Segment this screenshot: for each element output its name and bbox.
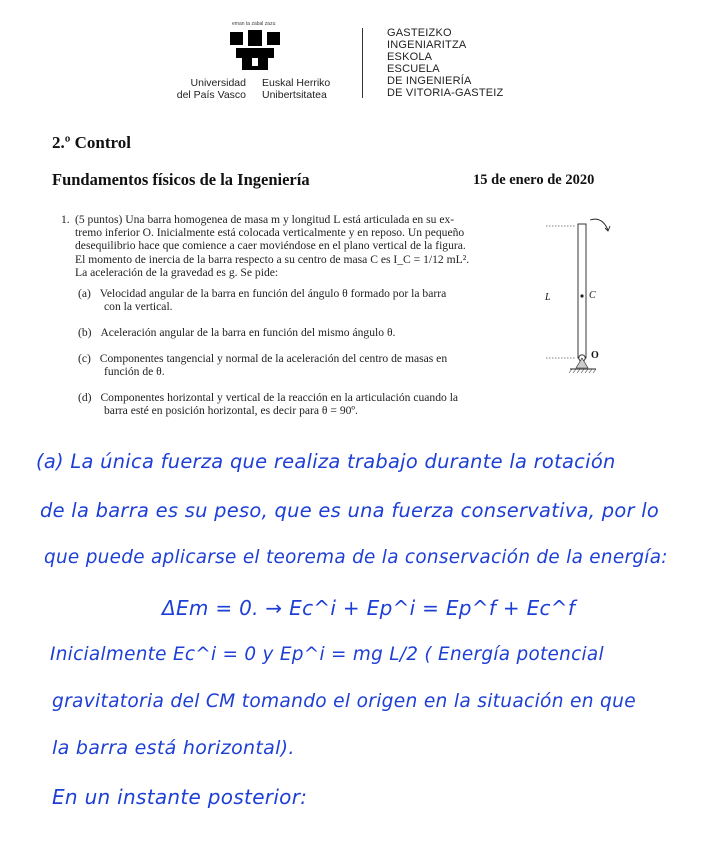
- university-name-eu: [262, 77, 330, 101]
- center-label: C: [589, 290, 596, 301]
- handwritten-line-8: En un instante posterior:: [52, 785, 308, 809]
- problem-statement: [75, 213, 530, 279]
- header-divider: [362, 28, 363, 98]
- item-text: función de θ.: [104, 365, 165, 379]
- length-label: L: [545, 292, 551, 303]
- university-es-line-2: del País Vasco: [176, 89, 246, 101]
- school-name-es: [387, 63, 503, 99]
- item-text: Componentes tangencial y normal de la aceleración del centro de masas en: [99, 352, 448, 365]
- item-b: [78, 326, 528, 339]
- university-eu-line-1: Euskal Herriko: [262, 77, 331, 89]
- exam-date: 15 de enero de 2020: [473, 172, 595, 188]
- statement-line: desequilibrio hace que comience a caer moviéndose en el plano vertical de la figura.: [75, 239, 466, 253]
- university-name-es: [172, 77, 246, 101]
- school-es-line-3: DE VITORIA-GASTEIZ: [387, 87, 504, 99]
- pivot-label: O: [591, 350, 599, 361]
- handwritten-line-1: (a) La única fuerza que realiza trabajo durante la rotación: [36, 450, 616, 473]
- school-es-line-1: ESCUELA: [387, 63, 440, 75]
- item-d: [78, 391, 528, 417]
- university-es-line-1: Universidad: [190, 77, 246, 89]
- school-eu-line-1: GASTEIZKO: [387, 27, 452, 39]
- subject-title: Fundamentos físicos de la Ingeniería: [52, 170, 310, 189]
- school-eu-line-3: ESKOLA: [387, 51, 433, 63]
- pivot-support: [576, 358, 588, 368]
- university-eu-line-2: Unibertsitatea: [262, 89, 327, 101]
- statement-line: tremo inferior O. Inicialmente está colocada verticalmente y en reposo. Un pequeño: [75, 226, 465, 240]
- school-eu-line-2: INGENIARITZA: [387, 39, 467, 51]
- handwritten-line-7: la barra está horizontal).: [52, 737, 295, 759]
- center-of-mass-dot: [580, 294, 583, 297]
- handwritten-line-5: Inicialmente Ec^i = 0 y Ep^i = mg L/2 ( Energía potencial: [50, 644, 604, 665]
- item-text: Aceleración angular de la barra en función del mismo ángulo θ.: [100, 326, 396, 339]
- statement-line: (5 puntos) Una barra homogenea de masa m y longitud L está articulada en su ex-: [75, 213, 455, 226]
- control-title: 2.º Control: [52, 133, 131, 152]
- problem-number: 1.: [61, 213, 70, 226]
- item-a: [78, 287, 528, 313]
- item-text: Velocidad angular de la barra en función del ángulo θ formado por la barra: [99, 287, 447, 300]
- item-label: (c): [78, 352, 91, 365]
- handwritten-line-2: de la barra es su peso, que es una fuerza conservativa, por lo: [40, 499, 660, 522]
- school-es-line-2: DE INGENIERÍA: [387, 75, 472, 87]
- handwritten-line-6: gravitatoria del CM tomando el origen en la situación en que: [52, 691, 636, 712]
- bar: [578, 224, 586, 358]
- handwritten-equation: ΔEm = 0. → Ec^i + Ep^i = Ep^f + Ec^f: [162, 596, 576, 620]
- item-label: (a): [78, 287, 91, 300]
- school-name-eu: [387, 27, 466, 63]
- handwritten-line-3: que puede aplicarse el teorema de la conservación de la energía:: [44, 547, 668, 568]
- item-text: barra esté en posición horizontal, es decir para θ = 90º.: [104, 404, 358, 418]
- statement-line: La aceleración de la gravedad es g. Se pide:: [75, 265, 279, 279]
- statement-line: El momento de inercia de la barra respecto a su centro de masa C es I_C = 1/12 mL².: [75, 252, 470, 266]
- university-motto: eman ta zabal zazu: [232, 21, 276, 27]
- item-label: (d): [78, 391, 92, 404]
- item-text: con la vertical.: [104, 300, 173, 314]
- university-logo-icon: [226, 28, 284, 74]
- item-c: [78, 352, 528, 378]
- item-label: (b): [78, 326, 92, 339]
- item-text: Componentes horizontal y vertical de la reacción en la articulación cuando la: [100, 391, 459, 404]
